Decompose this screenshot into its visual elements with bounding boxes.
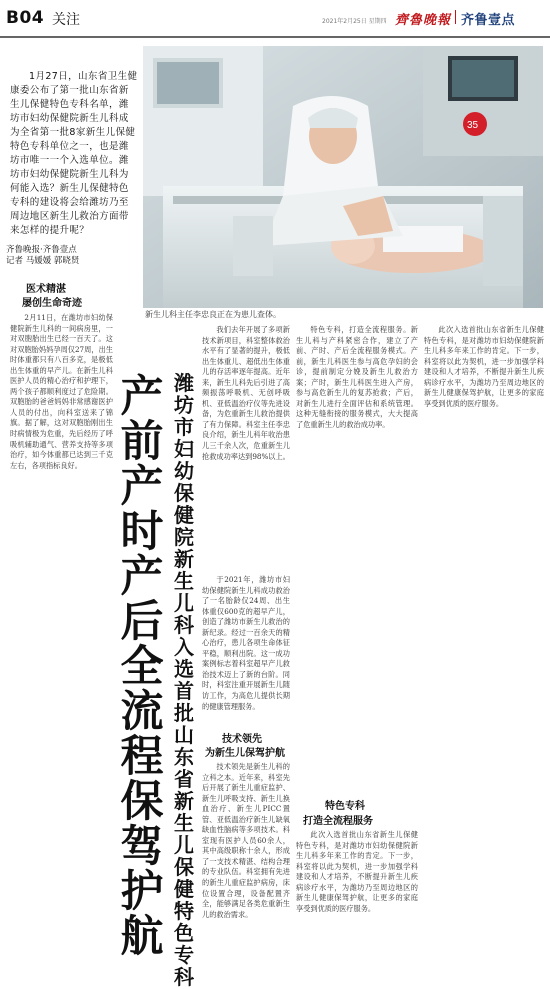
body-column-6: 此次入选首批山东省新生儿保健特色专科，是对潍坊市妇幼保健院新生儿科多年来工作的肯定。下一步，科室将以此为契机，进一步加强学科建设和人才培养，不断提升新生儿疾病诊疗水平，为潍坊乃至周边地区的新生儿健康保驾护航，让更多的家庭享受到优质的医疗服务。 bbox=[296, 830, 418, 913]
sub-headline: 潍坊市妇幼保健院新生儿科入选首批山东省新生儿保健特色专科 bbox=[174, 371, 194, 989]
svg-text:35: 35 bbox=[467, 120, 479, 131]
headline: 产前产时产后全流程保驾护航 bbox=[120, 372, 164, 962]
byline-reporters: 记者 马媛媛 郭晓贤 bbox=[6, 256, 80, 266]
issue-date: 2021年2月25日 星期四 bbox=[322, 18, 387, 25]
logo-divider bbox=[455, 10, 456, 24]
section-name: 关注 bbox=[52, 12, 80, 28]
page-number: B04 bbox=[6, 8, 45, 28]
body-column-5: 特色专科，打造全流程服务。新生儿科与产科紧密合作，建立了产前、产时、产后全流程服务模式。产前，新生儿科医生参与高危孕妇的会诊，提前制定分娩及新生儿救治方案；产时，新生儿科医生进入产房，参与高危新生儿的复苏抢救；产后，对新生儿进行全面评估和系统管理。这种无缝衔接的服务模式，大大提高了危重新生儿的救治成功率。 bbox=[296, 325, 418, 429]
body-column-7: 此次入选首批山东省新生儿保健特色专科，是对潍坊市妇幼保健院新生儿科多年来工作的肯定。下一步，科室将以此为契机，进一步加强学科建设和人才培养，不断提升新生儿疾病诊疗水平，为潍坊乃至周边地区的新生儿健康保驾护航，让更多的家庭享受到优质的医疗服务。 bbox=[424, 325, 544, 408]
nicu-scene-image bbox=[143, 46, 543, 308]
header-rule bbox=[0, 36, 550, 38]
section-heading-1-sub: 屡创生命奇迹 bbox=[22, 298, 82, 309]
section-heading-3: 特色专科 bbox=[325, 801, 365, 812]
section-heading-2-sub: 为新生儿保驾护航 bbox=[205, 748, 285, 759]
body-column-2: 我们去年开展了多项新技术新项目，科室整体救治水平有了显著的提升，极低出生体重儿、超低出生体重儿的存活率逐年提高。近年来，新生儿科先后引进了高频振荡呼吸机、无创呼吸机、亚低温治疗仪等先进设备，为危重新生儿救治提供了有力保障。科室主任李忠良介绍，新生儿科年收治患儿三千余人次，危重新生儿抢救成功率达到98%以上。 bbox=[202, 325, 290, 461]
byline bbox=[6, 245, 79, 267]
body-column-1: 2月11日，在潍坊市妇幼保健院新生儿科的一间病房里，一对双胞胎出生已经一百天了。这对双胞胎妈妈孕周仅27周，出生时体重都只有八百多克，是极低出生体重的早产儿。在新生儿科医护人员的精心治疗和护理下，两个孩子都顺利度过了危险期。双胞胎的爸爸妈妈非常感谢医护人员的付出，向科室送来了锦旗。据了解，这对双胞胎刚出生时病情极为危重，先后经历了呼吸机辅助通气、营养支持等多项治疗，如今体重都已达到三千克左右，各项指标良好。 bbox=[10, 313, 113, 470]
photo-caption: 新生儿科主任李忠良正在为患儿查体。 bbox=[145, 310, 281, 319]
lead-paragraph: 1月27日，山东省卫生健康委公布了第一批山东省新生儿保健特色专科名单，潍坊市妇幼保健院新生儿科成为全省第一批8家新生儿保健特色专科单位之一，也是潍坊市唯一一个入选单位。潍坊市妇幼保健院新生儿科为何能入选？新生儿保健特色专科的建设将会给潍坊乃至周边地区新生儿救治方面带来怎样的提升呢？ bbox=[10, 71, 138, 236]
byline-source: 齐鲁晚报·齐鲁壹点 bbox=[6, 245, 77, 255]
page-header bbox=[0, 0, 550, 36]
newspaper-logo: 齊魯晚報 bbox=[395, 13, 452, 28]
section-heading-3-sub: 打造全流程服务 bbox=[303, 816, 373, 827]
body-column-3: 于2021年，潍坊市妇幼保健院新生儿科成功救治了一名胎龄仅24周、出生体重仅600克的超早产儿，创造了潍坊市新生儿救治的新纪录。经过一百余天的精心治疗，患儿各项生命体征平稳，顺利出院。这一成功案例标志着科室超早产儿救治技术迈上了新的台阶。同时，科室注重开展新生儿随访工作，为高危儿提供长期的健康管理服务。 bbox=[202, 575, 290, 711]
brand-logo: 齐鲁壹点 bbox=[461, 13, 516, 28]
body-column-4: 技术领先是新生儿科的立科之本。近年来，科室先后开展了新生儿重症监护、新生儿呼吸支持、新生儿换血治疗、新生儿PICC置管、亚低温治疗新生儿缺氧缺血性脑病等多项技术。科室现有医护人员60余人，其中高级职称十余人，形成了一支技术精湛、结构合理的专业队伍。科室拥有先进的新生儿重症监护病房，床位设置合理，设备配置齐全，能够满足各类危重新生儿的救治需求。 bbox=[202, 762, 290, 919]
section-heading-2: 技术领先 bbox=[222, 734, 262, 745]
news-photo bbox=[143, 46, 543, 308]
section-heading-1: 医术精湛 bbox=[26, 284, 66, 295]
